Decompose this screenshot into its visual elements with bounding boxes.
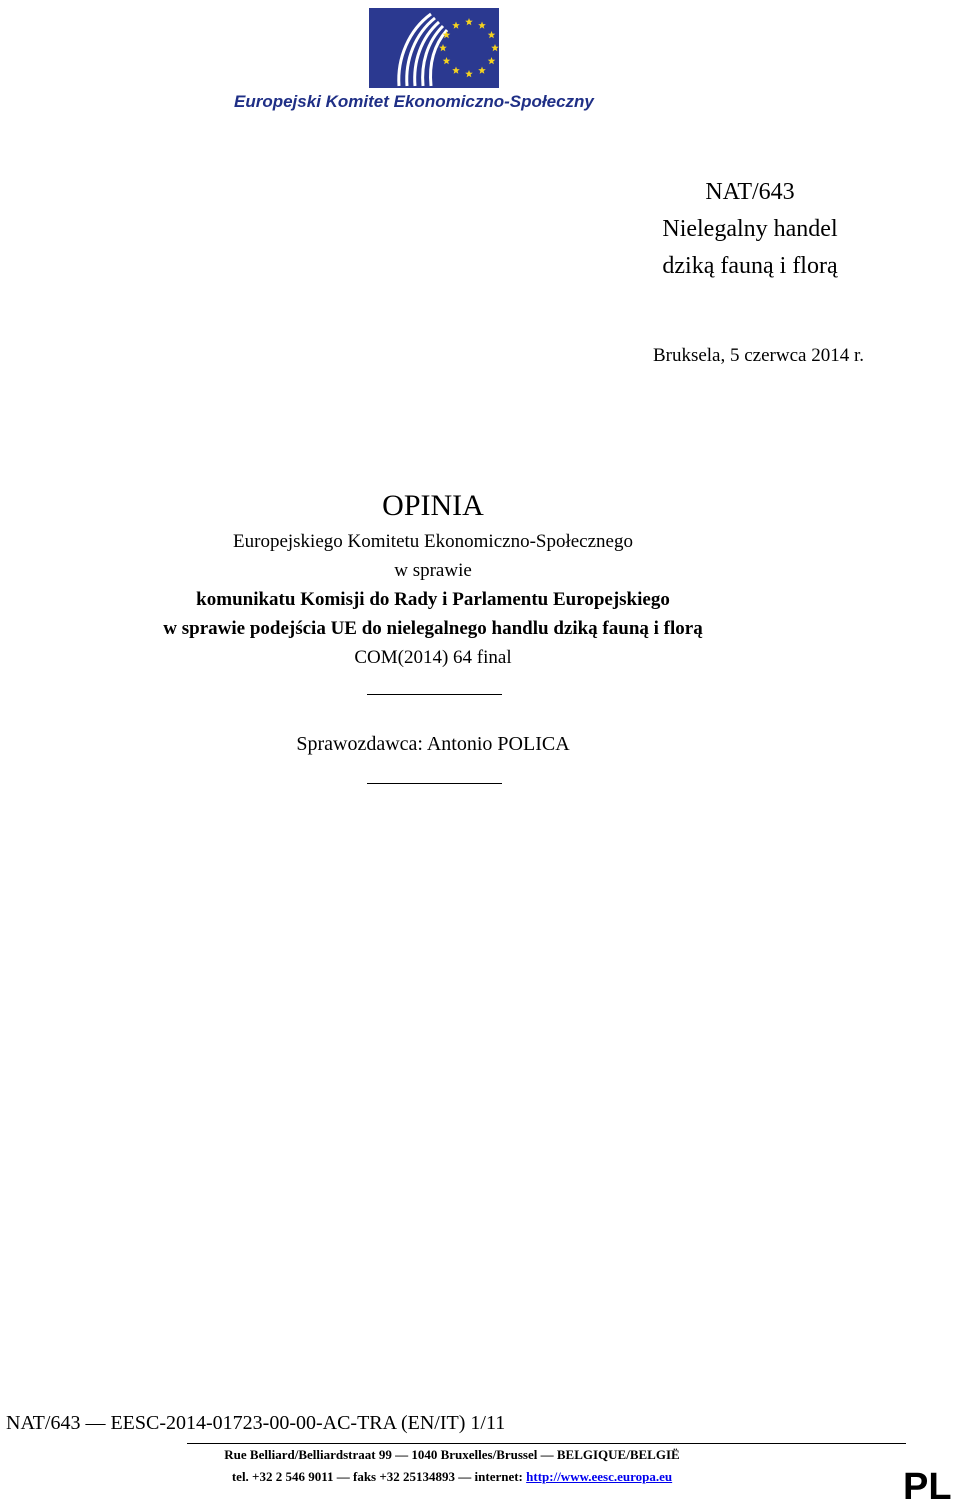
rapporteur-label: Sprawozdawca: [296, 733, 427, 755]
document-reference [600, 174, 900, 285]
footer-address: Rue Belliard/Belliardstraat 99 — 1040 Bruxelles/Brussel — BELGIQUE/BELGIË [224, 1447, 680, 1462]
language-code: PL [903, 1466, 952, 1508]
footer-contact [187, 1469, 717, 1485]
opinion-connector: w sprawie [394, 560, 472, 581]
reference-code: NAT/643 [705, 179, 795, 205]
organization-name: Europejski Komitet Ekonomiczno-Społeczny [234, 92, 594, 111]
rapporteur-name: Antonio POLICA [426, 733, 570, 755]
separator-rule [367, 783, 502, 784]
place-and-date: Bruksela, 5 czerwca 2014 r. [652, 345, 864, 366]
opinion-issuer: Europejskiego Komitetu Ekonomiczno-Społecznego [233, 531, 633, 552]
eesc-logo-graphic [369, 8, 499, 88]
rapporteur [0, 733, 866, 756]
opinion-heading: OPINIA [382, 489, 484, 522]
reference-title-line1: Nielegalny handel [662, 216, 838, 242]
website-link[interactable]: http://www.eesc.europa.eu [526, 1469, 673, 1484]
separator-rule [367, 694, 502, 695]
eesc-logo [369, 8, 499, 88]
footer-rule [187, 1443, 906, 1444]
reference-title-line2: dziką fauną i florą [662, 253, 838, 279]
opinion-subject-line2: w sprawie podejścia UE do nielegalnego handlu dziką fauną i florą [163, 618, 703, 639]
footer-document-reference: NAT/643 — EESC-2014-01723-00-00-AC-TRA (EN/IT) 1/11 [6, 1412, 506, 1434]
footer-contact-details: tel. +32 2 546 9011 — faks +32 25134893 — internet: [231, 1469, 527, 1484]
opinion-subject-line1: komunikatu Komisji do Rady i Parlamentu Europejskiego [196, 589, 670, 610]
com-reference: COM(2014) 64 final [354, 647, 512, 668]
